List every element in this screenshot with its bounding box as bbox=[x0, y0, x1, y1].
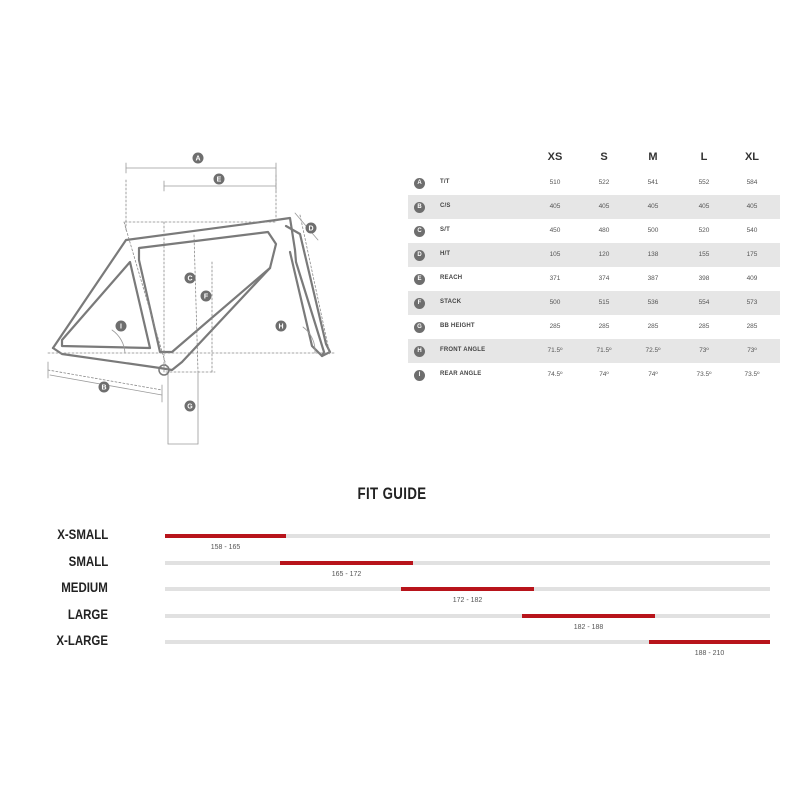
table-header bbox=[408, 145, 780, 171]
table-cell: 554 bbox=[698, 299, 710, 306]
svg-text:B: B bbox=[101, 384, 107, 392]
row-label: BB HEIGHT bbox=[440, 323, 475, 329]
table-cell: 71.5º bbox=[596, 347, 612, 354]
table-cell: 285 bbox=[746, 323, 758, 330]
size-header-l: L bbox=[700, 151, 708, 163]
table-cell: 138 bbox=[647, 251, 659, 258]
fit-size-row bbox=[0, 605, 800, 644]
table-cell: 405 bbox=[549, 203, 561, 210]
fit-guide-title: FIT GUIDE bbox=[357, 484, 427, 503]
table-cell: 450 bbox=[549, 227, 561, 234]
table-cell: 405 bbox=[647, 203, 659, 210]
row-marker-badge: I bbox=[414, 370, 425, 381]
marker-g bbox=[185, 401, 196, 412]
row-marker-badge: D bbox=[414, 250, 425, 261]
frame-geometry-diagram bbox=[0, 0, 400, 460]
fit-size-label: SMALL bbox=[68, 552, 108, 569]
size-header-xs: XS bbox=[547, 151, 563, 163]
table-cell: 573 bbox=[746, 299, 758, 306]
table-row bbox=[408, 315, 780, 339]
table-cell: 74º bbox=[599, 371, 609, 378]
marker-c bbox=[185, 273, 196, 284]
svg-text:D: D bbox=[308, 225, 314, 233]
table-cell: 73.5º bbox=[744, 371, 760, 378]
dimension-lines bbox=[48, 163, 318, 444]
table-cell: 387 bbox=[647, 275, 659, 282]
table-cell: 72.5º bbox=[645, 347, 661, 354]
fit-range-bar bbox=[649, 640, 770, 644]
row-label: T/T bbox=[440, 179, 450, 185]
marker-h bbox=[276, 321, 287, 332]
marker-e bbox=[214, 174, 225, 185]
bike-frame bbox=[53, 218, 330, 370]
table-cell: 73º bbox=[747, 347, 757, 354]
fit-range-label: 172 - 182 bbox=[452, 597, 483, 604]
table-cell: 405 bbox=[746, 203, 758, 210]
table-cell: 285 bbox=[647, 323, 659, 330]
marker-i bbox=[116, 321, 127, 332]
table-cell: 73.5º bbox=[696, 371, 712, 378]
row-marker-badge: E bbox=[414, 274, 425, 285]
table-row bbox=[408, 339, 780, 363]
table-cell: 515 bbox=[598, 299, 610, 306]
table-cell: 73º bbox=[699, 347, 709, 354]
fit-range-track bbox=[165, 561, 770, 578]
diagram-markers bbox=[99, 153, 317, 412]
row-label: H/T bbox=[440, 251, 451, 257]
row-label: REAR ANGLE bbox=[440, 371, 482, 377]
row-label: REACH bbox=[440, 275, 463, 281]
row-label: C/S bbox=[440, 203, 451, 209]
fit-size-row bbox=[0, 632, 800, 670]
fit-size-row bbox=[0, 579, 800, 617]
table-cell: 510 bbox=[549, 179, 561, 186]
geometry-table bbox=[408, 145, 780, 387]
fit-range-track bbox=[165, 587, 770, 604]
table-cell: 105 bbox=[549, 251, 561, 258]
table-cell: 398 bbox=[698, 275, 710, 282]
size-header-m: M bbox=[648, 151, 658, 163]
marker-b bbox=[99, 382, 110, 393]
table-cell: 520 bbox=[698, 227, 710, 234]
table-cell: 285 bbox=[598, 323, 610, 330]
fit-range-label: 188 - 210 bbox=[694, 650, 725, 657]
table-row bbox=[408, 195, 780, 219]
svg-text:F: F bbox=[203, 293, 209, 301]
table-cell: 120 bbox=[598, 251, 610, 258]
size-header-xl: XL bbox=[744, 151, 760, 163]
fit-range-bar bbox=[165, 534, 286, 538]
fit-size-row bbox=[0, 526, 800, 564]
table-cell: 541 bbox=[647, 179, 659, 186]
fit-size-row bbox=[0, 552, 800, 591]
table-cell: 540 bbox=[746, 227, 758, 234]
fit-range-track bbox=[165, 640, 770, 657]
table-body bbox=[408, 171, 780, 387]
fit-range-track bbox=[165, 534, 770, 551]
row-label: S/T bbox=[440, 227, 450, 233]
fit-size-label: X-LARGE bbox=[56, 632, 108, 648]
fit-size-label: LARGE bbox=[67, 605, 108, 622]
table-cell: 374 bbox=[598, 275, 610, 282]
table-cell: 74º bbox=[648, 371, 658, 378]
row-marker-badge: F bbox=[414, 298, 425, 309]
table-cell: 522 bbox=[598, 179, 610, 186]
table-cell: 285 bbox=[549, 323, 561, 330]
table-row bbox=[408, 363, 780, 387]
marker-f bbox=[201, 291, 212, 302]
marker-d bbox=[306, 223, 317, 234]
table-cell: 405 bbox=[598, 203, 610, 210]
table-cell: 500 bbox=[549, 299, 561, 306]
table-row bbox=[408, 243, 780, 267]
svg-text:A: A bbox=[195, 155, 201, 163]
table-cell: 155 bbox=[698, 251, 710, 258]
svg-text:G: G bbox=[187, 403, 193, 411]
table-cell: 71.5º bbox=[547, 347, 563, 354]
fit-range-bar bbox=[280, 561, 413, 565]
row-label: FRONT ANGLE bbox=[440, 347, 486, 353]
table-cell: 371 bbox=[549, 275, 561, 282]
row-marker-badge: B bbox=[414, 202, 425, 213]
table-row bbox=[408, 219, 780, 243]
table-cell: 74.5º bbox=[547, 371, 563, 378]
row-label: STACK bbox=[440, 299, 462, 305]
table-cell: 285 bbox=[698, 323, 710, 330]
row-marker-badge: G bbox=[414, 322, 425, 333]
table-cell: 500 bbox=[647, 227, 659, 234]
fit-range-track bbox=[165, 614, 770, 631]
marker-a bbox=[193, 153, 204, 164]
svg-text:E: E bbox=[216, 176, 222, 184]
table-cell: 409 bbox=[746, 275, 758, 282]
size-header-s: S bbox=[600, 151, 608, 163]
table-cell: 175 bbox=[746, 251, 758, 258]
table-row bbox=[408, 171, 780, 195]
table-cell: 405 bbox=[698, 203, 710, 210]
table-row bbox=[408, 291, 780, 315]
fit-size-label: X-SMALL bbox=[56, 526, 108, 542]
svg-text:C: C bbox=[187, 275, 193, 283]
table-cell: 552 bbox=[698, 179, 710, 186]
table-cell: 584 bbox=[746, 179, 758, 186]
table-row bbox=[408, 267, 780, 291]
fit-range-bar bbox=[401, 587, 534, 591]
row-marker-badge: A bbox=[414, 178, 425, 189]
fit-range-bar bbox=[522, 614, 655, 618]
table-cell: 536 bbox=[647, 299, 659, 306]
fit-range-label: 165 - 172 bbox=[331, 570, 362, 578]
row-marker-badge: H bbox=[414, 346, 425, 357]
fit-size-label: MEDIUM bbox=[61, 579, 108, 595]
fit-range-label: 158 - 165 bbox=[210, 544, 241, 551]
row-marker-badge: C bbox=[414, 226, 425, 237]
fit-range-label: 182 - 188 bbox=[573, 623, 604, 631]
svg-text:I: I bbox=[120, 323, 122, 331]
table-cell: 480 bbox=[598, 227, 610, 234]
svg-text:H: H bbox=[278, 323, 284, 331]
